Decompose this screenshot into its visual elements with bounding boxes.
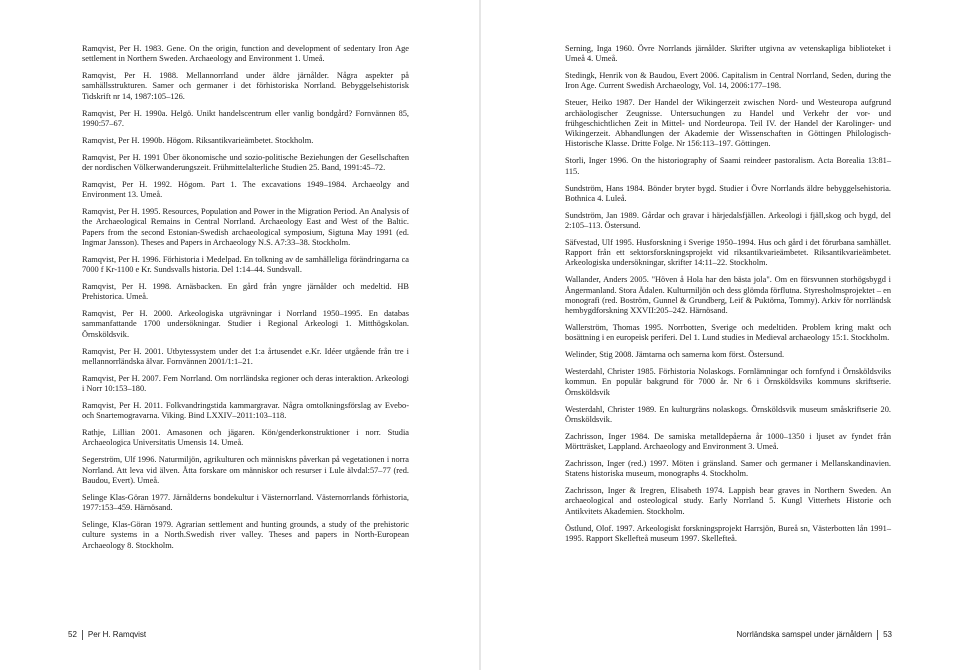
reference-entry: Sundström, Jan 1989. Gårdar och gravar i härjedalsfjällen. Arkeologi i fjäll,skog och bygd, del 2:105–113. Östersund. <box>565 210 891 230</box>
reference-entry: Selinge, Klas-Göran 1979. Agrarian settlement and hunting grounds, a study of the prehistoric culture systems in a North.Swedish river valley. Theses and papers in North-European Archaeology 8. Stockholm. <box>82 520 409 550</box>
reference-entry: Ramqvist, Per H. 2007. Fem Norrland. Om norrländska regioner och deras interaktion. Arkeologi i Norr 10:153–180. <box>82 373 409 394</box>
reference-entry: Ramqvist, Per H. 1995. Resources, Population and Power in the Migration Period. An Analysis of the Archaeological Remains in Central Norrland. Archaeology East and West of the Baltic. Papers from the second Estonian-Swedish archaeological symposium, Sigtuna May 1991 (ed. Ingmar Jansson). Theses and Papers in Archaeology N.S. A7:33–38. Stockholm. <box>82 207 409 247</box>
footer-divider-left <box>82 630 83 640</box>
reference-entry: Zachrisson, Inger (red.) 1997. Möten i gränsland. Samer och germaner i Mellanskandinavien. Statens historiska museum, monographs 4. Stockholm. <box>565 458 891 479</box>
reference-entry: Storli, Inger 1996. On the historiography of Saami reindeer pastoralism. Acta Borealia 13:81–115. <box>565 156 891 176</box>
reference-entry: Östlund, Olof. 1997. Arkeologiskt forskningsprojekt Harrsjön, Bureå sn, Västerbotten lån 1991–1995. Rapport Skellefteå museum 1997. Skellefteå. <box>565 523 891 543</box>
page-number-left: 52 <box>68 630 77 639</box>
reference-entry: Zachrisson, Inger 1984. De samiska metalldepåerna år 1000–1350 i ljuset av fyndet från Mörtträsket, Lappland. Archaeology and Environment 3. Umeå. <box>565 431 891 451</box>
footer-right <box>736 629 892 641</box>
footer-divider-right <box>877 630 878 640</box>
page-number-right: 53 <box>883 630 892 639</box>
reference-entry: Selinge Klas-Göran 1977. Järnålderns bondekultur i Västernorrland. Västernorrlands förhistoria, 1977:153–459. Härnösand. <box>82 492 409 513</box>
reference-entry: Wallerström, Thomas 1995. Norrbotten, Sverige och medeltiden. Problem kring makt och bosättning i en europeisk periferi. Del 1. Lund studies in Medieval archaeology 15:1. Stockholm. <box>565 323 891 343</box>
reference-entry: Ramqvist, Per H. 1983. Gene. On the origin, function and development of sedentary Iron Age settlement in Northern Sweden. Archaeology and Environment 1. Umeå. <box>82 44 409 64</box>
running-head-left: Per H. Ramqvist <box>87 630 147 639</box>
reference-entry: Westerdahl, Christer 1989. En kulturgräns nolaskogs. Örnsköldsvik museum småskriftserie 20. Örnsköldsvik. <box>565 404 891 424</box>
reference-entry: Sundström, Hans 1984. Bönder bryter bygd. Studier i Övre Norrlands äldre bebyggelsehistoria. Bothnica 4. Luleå. <box>565 183 891 203</box>
reference-entry: Welinder, Stig 2008. Jämtarna och samerna kom först. Östersund. <box>565 350 785 360</box>
reference-entry: Wallander, Anders 2005. "Höven å Hola har den bästa jola". Om en försvunnen storhögsbygd i Ångermanland. Stora Ådalen. Kulturmiljön och dess glömda förflutna. Styresholmsprojektet – en monografi (red. Boström, Gunnel & Grundberg, Leif & Puktörna, Tommy). Arkiv för norrländsk hembygdforskning XXVII:205–242. Härnösand. <box>565 275 891 316</box>
running-head-right: Norrländska samspel under järnåldern <box>736 630 873 639</box>
reference-entry: Stedingk, Henrik von & Baudou, Evert 2006. Capitalism in Central Norrland, Seden, during the Iron Age. Current Swedish Archaeology, Vol. 14, 2006:177–198. <box>565 71 891 91</box>
reference-entry: Ramqvist, Per H. 1992. Högom. Part 1. The excavations 1949–1984. Archaeolgy and Environment 13. Umeå. <box>82 179 409 200</box>
reference-entry: Ramqvist, Per H. 1991 Über ökonomische und sozio-politische Beziehungen der Gesellschaften der nordischen Völkerwanderungszeit. Frühmittelalterliche Studien 25. Band, 1991:45–72. <box>82 152 409 172</box>
reference-entry: Serning, Inga 1960. Övre Norrlands järnålder. Skrifter utgivna av vetenskapliga biblioteket i Umeå 4. Umeå. <box>565 44 891 64</box>
reference-entry: Rathje, Lillian 2001. Amasonen och jägaren. Kön/genderkonstruktioner i norr. Studia Archaeologica Universitatis Umensis 14. Umeå. <box>82 428 409 448</box>
reference-entry: Ramqvist, Per H. 1988. Mellannorrland under äldre järnålder. Några aspekter på samhällsstrukturen. Samer och germaner i det förhistoriska Norrland. Bebyggelsehistorisk Tidskrift nr 14, 1987:105–126. <box>82 71 409 101</box>
footer-left <box>68 629 146 641</box>
right-page <box>481 0 960 670</box>
reference-list-right <box>565 44 891 544</box>
reference-entry: Säfvestad, Ulf 1995. Husforskning i Sverige 1950–1994. Hus och gård i det förurbana samhället. Rapport från ett sektorsforskningsprojekt vid riksantikvarieämbetet. Riksantikvarieämbetet. Arkeologiska undersökningar, skrifter 14:11–22. Stockholm. <box>565 237 891 268</box>
reference-entry: Ramqvist, Per H. 2011. Folkvandringstida kammargravar. Några omtolkningsförslag av Evebo- och Snartemogravarna. Viking. Bind LXXIV–2011:103–118. <box>82 401 409 421</box>
reference-entry: Westerdahl, Christer 1985. Förhistoria Nolaskogs. Fornlämningar och fornfynd i Örnsköldsviks kommun. En populär bakgrund för 7000 år. Nr 6 i Örnsköldsviks kommuns skriftserie. Örnsköldsvik <box>565 367 891 397</box>
reference-entry: Ramqvist, Per H. 1990b. Högom. Riksantikvarieämbetet. Stockholm. <box>82 135 314 145</box>
left-page <box>0 0 479 670</box>
reference-list-left <box>82 44 409 551</box>
reference-entry: Steuer, Heiko 1987. Der Handel der Wikingerzeit zwischen Nord- und Westeuropa aufgrund archäologischer Zeugnisse. Untersuchungen zu Handel und Verkehr der vor- und frühgeschichtlichen Zeit in Mittel- und Nordeuropa. Teil IV. der Handel der Karolinger- und Wikingerzeit. Abhandlungen der Akademie der Wissenschaften in Göttingen Philologisch-Historische Klasse. Dritte Folge. Nr 156:113–197. Göttingen. <box>565 98 891 149</box>
reference-entry: Ramqvist, Per H. 1990a. Helgö. Unikt handelscentrum eller vanlig bondgård? Fornvännen 85, 1990:57–67. <box>82 108 409 128</box>
reference-entry: Ramqvist, Per H. 1996. Förhistoria i Medelpad. En tolkning av de samhälleliga förändringarna ca 7000 f Kr-1100 e Kr. Sundsvalls historia. Del 1:14–44. Sundsvall. <box>82 254 409 275</box>
reference-entry: Ramqvist, Per H. 2000. Arkeologiska utgrävningar i Norrland 1950–1995. En databas sammanfattande 1700 undersökningar. Studier i Regional Arkeologi 1. Mitthögskolan. Örnsköldsvik. <box>82 309 409 339</box>
reference-entry: Zachrisson, Inger & Iregren, Elisabeth 1974. Lappish bear graves in Northern Sweden. An archaeological and osteological study. Early Norrland 5. Kungl Vitterhets Historie och Antikvitets Akademien. Stockholm. <box>565 486 891 516</box>
reference-entry: Segerström, Ulf 1996. Naturmiljön, agrikulturen och människns påverkan på vegetationen i norra Norrland. Att leva vid älven. Åtta forskare om människor och resurser i Lule älvdal:57–77 (red. Baudou, Evert). Umeå. <box>82 455 409 485</box>
reference-entry: Ramqvist, Per H. 2001. Utbytessystem under det 1:a årtusendet e.Kr. Idéer utgående från tre i mellannorrländska älvar. Fornvännen 2001/1:1–21. <box>82 346 409 366</box>
reference-entry: Ramqvist, Per H. 1998. Arnäsbacken. En gård från yngre järnålder och medeltid. HB Prehistorica. Umeå. <box>82 282 409 302</box>
